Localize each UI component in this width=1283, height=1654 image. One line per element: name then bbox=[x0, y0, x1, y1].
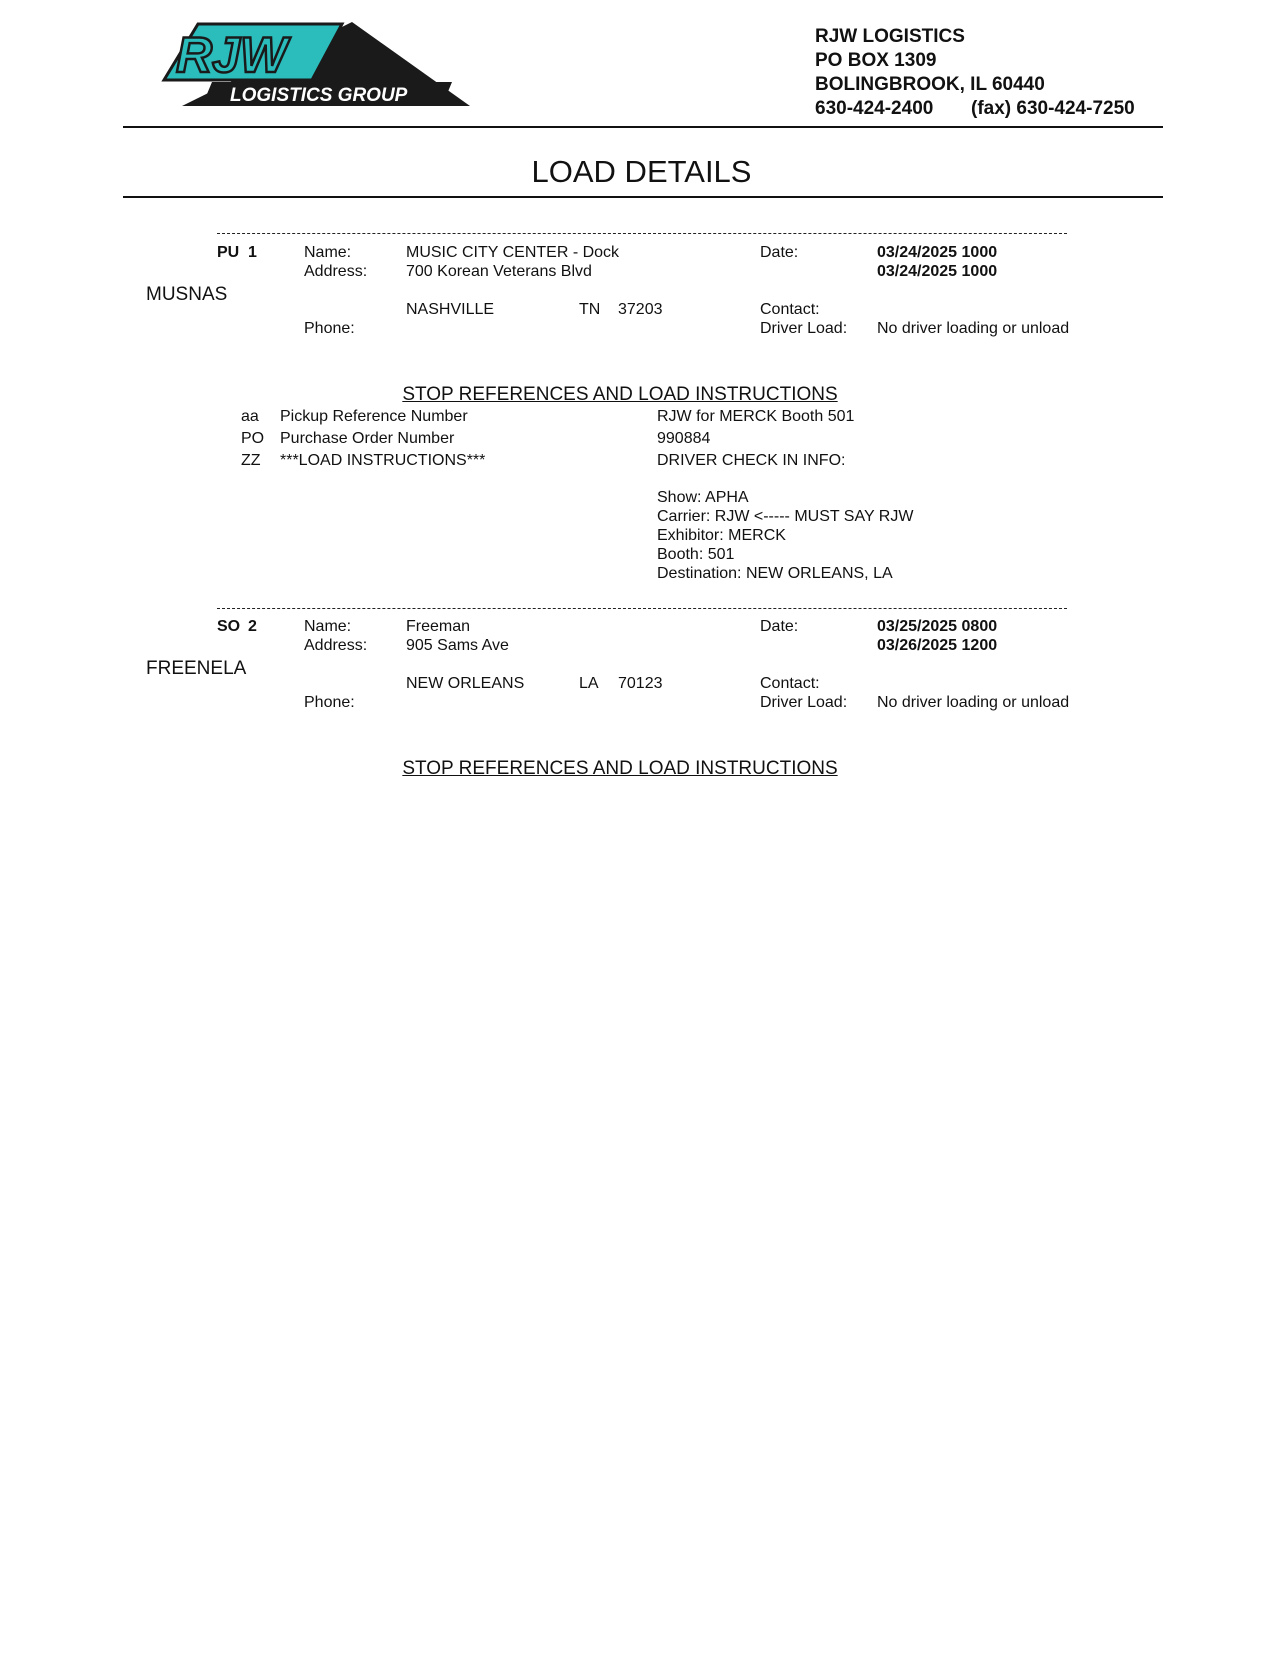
reference-code: ZZ bbox=[241, 452, 261, 469]
stop-separator bbox=[217, 608, 1067, 609]
contact-label: Contact: bbox=[760, 675, 820, 692]
stop-zip: 70123 bbox=[618, 675, 663, 692]
stop-address: 700 Korean Veterans Blvd bbox=[406, 263, 592, 280]
instruction-line: Show: APHA bbox=[657, 489, 749, 506]
title-divider bbox=[123, 196, 1163, 198]
company-name: RJW LOGISTICS bbox=[815, 26, 965, 47]
reference-value: 990884 bbox=[657, 430, 711, 447]
stop-zip: 37203 bbox=[618, 301, 663, 318]
company-fax: (fax) 630-424-7250 bbox=[971, 98, 1135, 119]
stop-city: NASHVILLE bbox=[406, 301, 495, 318]
reference-code: aa bbox=[241, 408, 259, 425]
stop-number: 2 bbox=[248, 618, 257, 635]
reference-label: Purchase Order Number bbox=[280, 430, 455, 447]
stop-date-start: 03/24/2025 1000 bbox=[877, 244, 998, 261]
stop-driver-load: No driver loading or unload bbox=[877, 320, 1070, 337]
stop-city: NEW ORLEANS bbox=[406, 675, 525, 692]
address-label: Address: bbox=[304, 637, 368, 654]
reference-label: ***LOAD INSTRUCTIONS*** bbox=[280, 452, 486, 469]
reference-label: Pickup Reference Number bbox=[280, 408, 468, 425]
instruction-line: Exhibitor: MERCK bbox=[657, 527, 786, 544]
stop-number: 1 bbox=[248, 244, 257, 261]
stop-location-code: FREENELA bbox=[146, 658, 247, 679]
instruction-line: Booth: 501 bbox=[657, 546, 735, 563]
reference-value: RJW for MERCK Booth 501 bbox=[657, 408, 855, 425]
company-city-state-zip: BOLINGBROOK, IL 60440 bbox=[815, 74, 1045, 95]
instruction-line: Destination: NEW ORLEANS, LA bbox=[657, 565, 893, 582]
date-label: Date: bbox=[760, 244, 799, 261]
stop-driver-load: No driver loading or unload bbox=[877, 694, 1070, 711]
company-po-box: PO BOX 1309 bbox=[815, 50, 937, 71]
stop-references-heading: STOP REFERENCES AND LOAD INSTRUCTIONS bbox=[402, 758, 838, 779]
phone-label: Phone: bbox=[304, 320, 355, 337]
reference-value: DRIVER CHECK IN INFO: bbox=[657, 452, 846, 469]
stop-name: Freeman bbox=[406, 618, 471, 635]
reference-code: PO bbox=[241, 430, 265, 447]
phone-label: Phone: bbox=[304, 694, 355, 711]
page-title: LOAD DETAILS bbox=[531, 154, 752, 189]
stop-date-end: 03/26/2025 1200 bbox=[877, 637, 998, 654]
driver-load-label: Driver Load: bbox=[760, 694, 848, 711]
driver-load-label: Driver Load: bbox=[760, 320, 848, 337]
header-divider bbox=[123, 126, 1163, 128]
stop-references-heading: STOP REFERENCES AND LOAD INSTRUCTIONS bbox=[402, 384, 838, 405]
name-label: Name: bbox=[304, 244, 352, 261]
stop-state: TN bbox=[579, 301, 601, 318]
stop-type: PU bbox=[217, 244, 240, 261]
stop-state: LA bbox=[579, 675, 599, 692]
stop-separator bbox=[217, 233, 1067, 234]
rjw-logistics-logo bbox=[152, 22, 470, 106]
date-label: Date: bbox=[760, 618, 799, 635]
stop-address: 905 Sams Ave bbox=[406, 637, 509, 654]
name-label: Name: bbox=[304, 618, 352, 635]
company-phone: 630-424-2400 bbox=[815, 98, 934, 119]
instruction-line: Carrier: RJW <----- MUST SAY RJW bbox=[657, 508, 914, 525]
stop-type: SO bbox=[217, 618, 241, 635]
stop-name: MUSIC CITY CENTER - Dock bbox=[406, 244, 620, 261]
stop-date-end: 03/24/2025 1000 bbox=[877, 263, 998, 280]
stop-location-code: MUSNAS bbox=[146, 284, 228, 305]
contact-label: Contact: bbox=[760, 301, 820, 318]
svg-text:RJW: RJW bbox=[176, 27, 288, 83]
svg-text:LOGISTICS GROUP: LOGISTICS GROUP bbox=[230, 85, 408, 106]
stop-date-start: 03/25/2025 0800 bbox=[877, 618, 998, 635]
address-label: Address: bbox=[304, 263, 368, 280]
